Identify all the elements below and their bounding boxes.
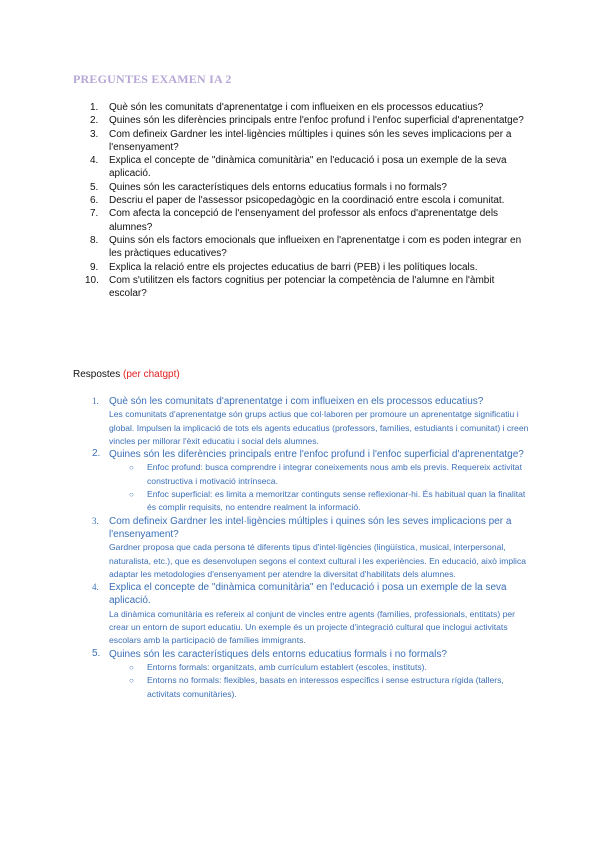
circle-bullet-icon: ○ — [129, 490, 134, 500]
question-item — [90, 181, 530, 194]
question-number: 4. — [90, 155, 99, 167]
answer-question: Explica el concepte de "dinàmica comunitària" en l'educació i posa un exemple de la seva aplicació. — [109, 582, 507, 607]
question-item — [90, 154, 530, 181]
responses-heading-label: Respostes — [73, 369, 121, 380]
question-number: 5. — [90, 181, 99, 193]
question-text: Què són les comunitats d'aprenentatge i com influeixen en els processos educatius? — [109, 102, 484, 113]
answer-item — [90, 581, 530, 647]
answer-item — [90, 515, 530, 581]
answer-number: 1. — [92, 396, 99, 406]
responses-heading — [73, 369, 180, 380]
question-number: 8. — [90, 234, 99, 246]
answer-question: Quines són les diferències principals entre l'enfoc profund i l'enfoc superficial d'aprenentatge? — [109, 449, 524, 461]
answer-number: 3. — [92, 515, 99, 526]
circle-bullet-icon: ○ — [129, 463, 134, 473]
question-text: Descriu el paper de l'assessor psicopedagògic en la coordinació entre escola i comunitat. — [109, 195, 505, 207]
question-number: 1. — [90, 102, 99, 113]
answer-text: Les comunitats d'aprenentatge són grups actius que col·laboren per promoure un aprenentatge significatiu i global. Impulsen la implicació de tots els agents educatius (professors, famílies, estudiants i comunitat) i creen vincles per millorar l'èxit educatiu i social dels alumnes. — [109, 409, 529, 446]
questions-list — [85, 101, 530, 300]
answer-text: Gardner proposa que cada persona té diferents tipus d'intel·ligències (lingüística, musical, interpersonal, naturalista, etc.), que es desenvolupen segons el context cultural i les experiències. En educació, això implica adaptar les metodologies d'ensenyament per atendre la diversitat d'habilitats dels alumnes. — [109, 542, 527, 579]
answer-bullet — [129, 488, 530, 515]
question-text: Explica la relació entre els projectes educatius de barri (PEB) i les polítiques locals. — [109, 261, 478, 273]
question-item — [90, 207, 530, 234]
question-text: Quins són els factors emocionals que influeixen en l'aprenentatge i com es poden integrar en les pràctiques educatives? — [109, 234, 522, 260]
question-item — [90, 234, 530, 261]
question-item — [90, 101, 530, 114]
answer-bullet — [129, 674, 530, 701]
answer-item — [90, 648, 530, 701]
question-number: 9. — [90, 261, 99, 273]
circle-bullet-icon: ○ — [129, 676, 134, 686]
question-number: 6. — [90, 195, 99, 207]
answer-bullet-text: Entorns formals: organitzats, amb currículum establert (escoles, instituts). — [147, 661, 427, 672]
question-item — [90, 261, 530, 274]
answer-item — [90, 448, 530, 514]
question-text: Com s'utilitzen els factors cognitius per potenciar la competència de l'alumne en l'àmbit escolar? — [109, 274, 495, 300]
question-text: Com defineix Gardner les intel·ligències múltiples i quines són les seves implicacions per a l'ensenyament? — [109, 128, 512, 153]
answer-question: Quines són les característiques dels entorns educatius formals i no formals? — [109, 648, 447, 660]
answer-bullet-text: Entorns no formals: flexibles, basats en interessos específics i sense estructura rígida (tallers, activitats comunitàries). — [147, 675, 504, 699]
answer-bullet — [129, 461, 530, 488]
question-text: Quines són les diferències principals entre l'enfoc profund i l'enfoc superficial d'aprenentatge? — [109, 115, 524, 127]
answer-number: 2. — [92, 448, 101, 460]
question-number: 2. — [90, 115, 99, 127]
answer-number: 4. — [92, 582, 99, 593]
answer-question: Com defineix Gardner les intel·ligències múltiples i quines són les seves implicacions per a l'ensenyament? — [109, 515, 512, 540]
answer-question: Què són les comunitats d'aprenentatge i com influeixen en els processos educatius? — [109, 396, 484, 407]
question-item — [85, 274, 530, 301]
question-item — [90, 114, 530, 127]
answer-item — [90, 395, 530, 448]
question-number: 3. — [90, 128, 99, 140]
question-number: 7. — [90, 208, 99, 220]
page-title: PREGUNTES EXAMEN IA 2 — [73, 72, 232, 86]
question-text: Explica el concepte de "dinàmica comunitària" en l'educació i posa un exemple de la seva aplicació. — [109, 155, 507, 180]
answers-list — [90, 395, 530, 701]
answer-text: La dinàmica comunitària es refereix al conjunt de vincles entre agents (famílies, professionals, entitats) per crear un entorn de suport educatiu. Un exemple és un projecte d'integració cultural que inclogui activitats escolars amb la participació de famílies immigrants. — [109, 608, 516, 646]
question-item — [90, 194, 530, 207]
answer-bullet — [129, 661, 530, 674]
answer-bullet-text: Enfoc superficial: es limita a memoritzar continguts sense reflexionar-hi. És habitual quan la finalitat és complir requisits, no entendre realment la informació. — [147, 489, 526, 513]
question-text: Com afecta la concepció de l'ensenyament del professor als enfocs d'aprenentatge dels alumnes? — [109, 208, 499, 233]
circle-bullet-icon: ○ — [129, 662, 134, 672]
answer-number: 5. — [92, 647, 101, 659]
answer-bullet-text: Enfoc profund: busca comprendre i integrar coneixements nous amb els previs. Requereix activitat constructiva i motivació intrínseca. — [147, 462, 522, 486]
question-number: 10. — [85, 274, 99, 286]
question-item — [90, 128, 530, 155]
responses-source: (per chatgpt) — [123, 369, 180, 380]
question-text: Quines són les característiques dels entorns educatius formals i no formals? — [109, 181, 447, 193]
